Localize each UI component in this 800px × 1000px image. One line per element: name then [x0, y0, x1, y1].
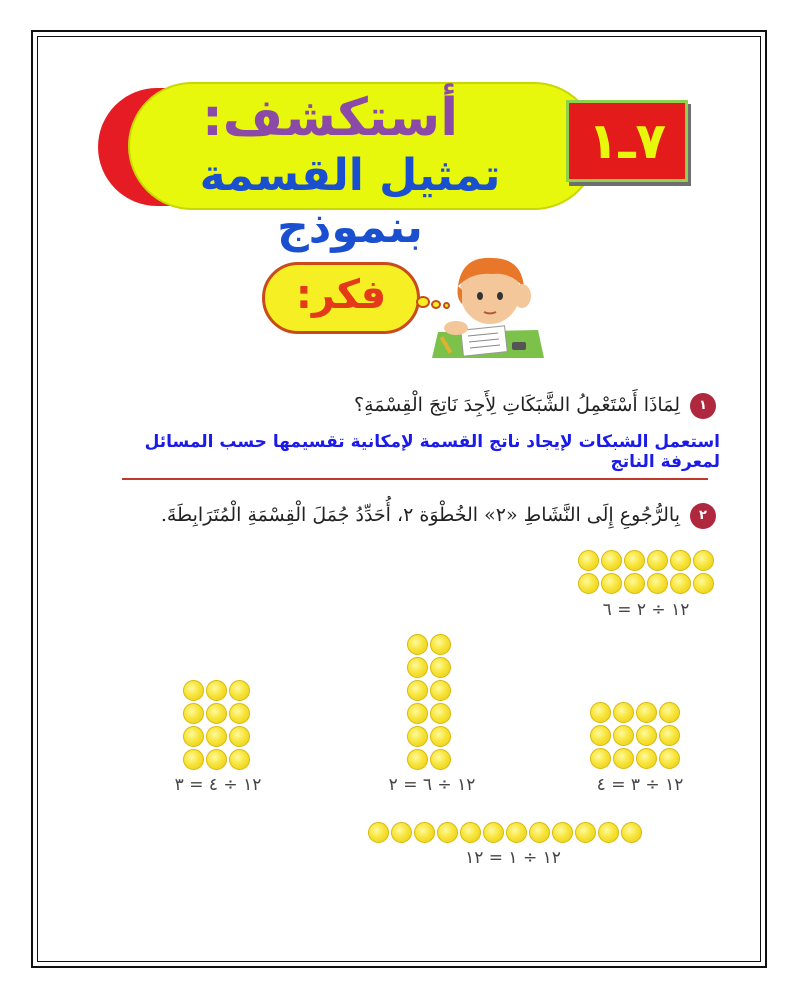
- counter-coin: [590, 748, 611, 769]
- array-6x2: [407, 634, 451, 770]
- counter-coin: [647, 573, 668, 594]
- counter-coin: [206, 749, 227, 770]
- counter-coin: [624, 550, 645, 571]
- counter-coin: [229, 726, 250, 747]
- counter-coin: [229, 749, 250, 770]
- division-equation: ١٢ ÷ ٤ = ٣: [174, 775, 262, 795]
- counter-coin: [613, 725, 634, 746]
- counter-coin: [391, 822, 412, 843]
- counter-coin: [414, 822, 435, 843]
- counter-coin: [693, 550, 714, 571]
- counter-coin: [670, 550, 691, 571]
- division-equation: ١٢ ÷ ٦ = ٢: [388, 775, 476, 795]
- counter-coin: [183, 703, 204, 724]
- counter-coin: [430, 726, 451, 747]
- counter-coin: [183, 680, 204, 701]
- counter-coin: [407, 657, 428, 678]
- counter-coin: [183, 726, 204, 747]
- counter-coin: [659, 702, 680, 723]
- title-explore: أستكشف:: [201, 88, 459, 148]
- counter-coin: [601, 550, 622, 571]
- question-1-answer: استعمل الشبكات لإيجاد ناتج القسمة لإمكانية تقسيمها حسب المسائل لمعرفة الناتج: [144, 432, 720, 472]
- counter-coin: [430, 749, 451, 770]
- counter-coin: [659, 748, 680, 769]
- array-3x4: [590, 702, 680, 769]
- question-1-text: لِمَاذَا أَسْتَعْمِلُ الشَّبَكَاتِ لِأَجِدَ نَاتِجَ الْقِسْمَةِ؟: [354, 394, 680, 416]
- question-2-text: بِالرُّجُوعِ إِلَى النَّشَاطِ «٢» الخُطْوَة ٢، أُحَدِّدُ جُمَلَ الْقِسْمَةِ الْمُتَرَابِطَةَ.: [160, 504, 680, 526]
- counter-coin: [529, 822, 550, 843]
- question-number-badge: ٢: [690, 503, 716, 529]
- counter-coin: [601, 573, 622, 594]
- think-label: فكر:: [295, 272, 387, 318]
- counter-coin: [636, 748, 657, 769]
- counter-coin: [206, 726, 227, 747]
- counter-coin: [407, 749, 428, 770]
- counter-coin: [430, 634, 451, 655]
- division-equation: ١٢ ÷ ١ = ١٢: [465, 848, 561, 868]
- counter-coin: [578, 550, 599, 571]
- counter-coin: [621, 822, 642, 843]
- counter-coin: [206, 680, 227, 701]
- counter-coin: [575, 822, 596, 843]
- division-equation: ١٢ ÷ ٢ = ٦: [602, 600, 690, 620]
- counter-coin: [578, 573, 599, 594]
- counter-coin: [430, 680, 451, 701]
- counter-coin: [693, 573, 714, 594]
- title-subtitle: تمثيل القسمة بنموذج: [199, 150, 501, 253]
- counter-coin: [430, 657, 451, 678]
- counter-coin: [552, 822, 573, 843]
- counter-coin: [229, 680, 250, 701]
- counter-coin: [407, 680, 428, 701]
- counter-coin: [407, 703, 428, 724]
- counter-coin: [183, 749, 204, 770]
- lesson-number: ٧ـ١: [587, 112, 667, 170]
- counter-coin: [368, 822, 389, 843]
- counter-coin: [670, 573, 691, 594]
- array-4x3: [183, 680, 250, 770]
- counter-coin: [229, 703, 250, 724]
- counter-coin: [206, 703, 227, 724]
- counter-coin: [590, 702, 611, 723]
- counter-coin: [647, 550, 668, 571]
- counter-coin: [437, 822, 458, 843]
- counter-coin: [659, 725, 680, 746]
- counter-coin: [460, 822, 481, 843]
- counter-coin: [407, 634, 428, 655]
- counter-coin: [636, 725, 657, 746]
- counter-coin: [506, 822, 527, 843]
- section-divider: [122, 478, 708, 480]
- division-equation: ١٢ ÷ ٣ = ٤: [596, 775, 684, 795]
- counter-coin: [613, 748, 634, 769]
- counter-coin: [590, 725, 611, 746]
- counter-coin: [430, 703, 451, 724]
- array-1x12: [368, 822, 642, 843]
- array-2x6: [578, 550, 714, 594]
- counter-coin: [636, 702, 657, 723]
- counter-coin: [598, 822, 619, 843]
- question-number-badge: ١: [690, 393, 716, 419]
- lesson-number-box: [566, 100, 688, 182]
- counter-coin: [624, 573, 645, 594]
- thinking-boy-illustration: [428, 250, 546, 360]
- counter-coin: [613, 702, 634, 723]
- counter-coin: [407, 726, 428, 747]
- counter-coin: [483, 822, 504, 843]
